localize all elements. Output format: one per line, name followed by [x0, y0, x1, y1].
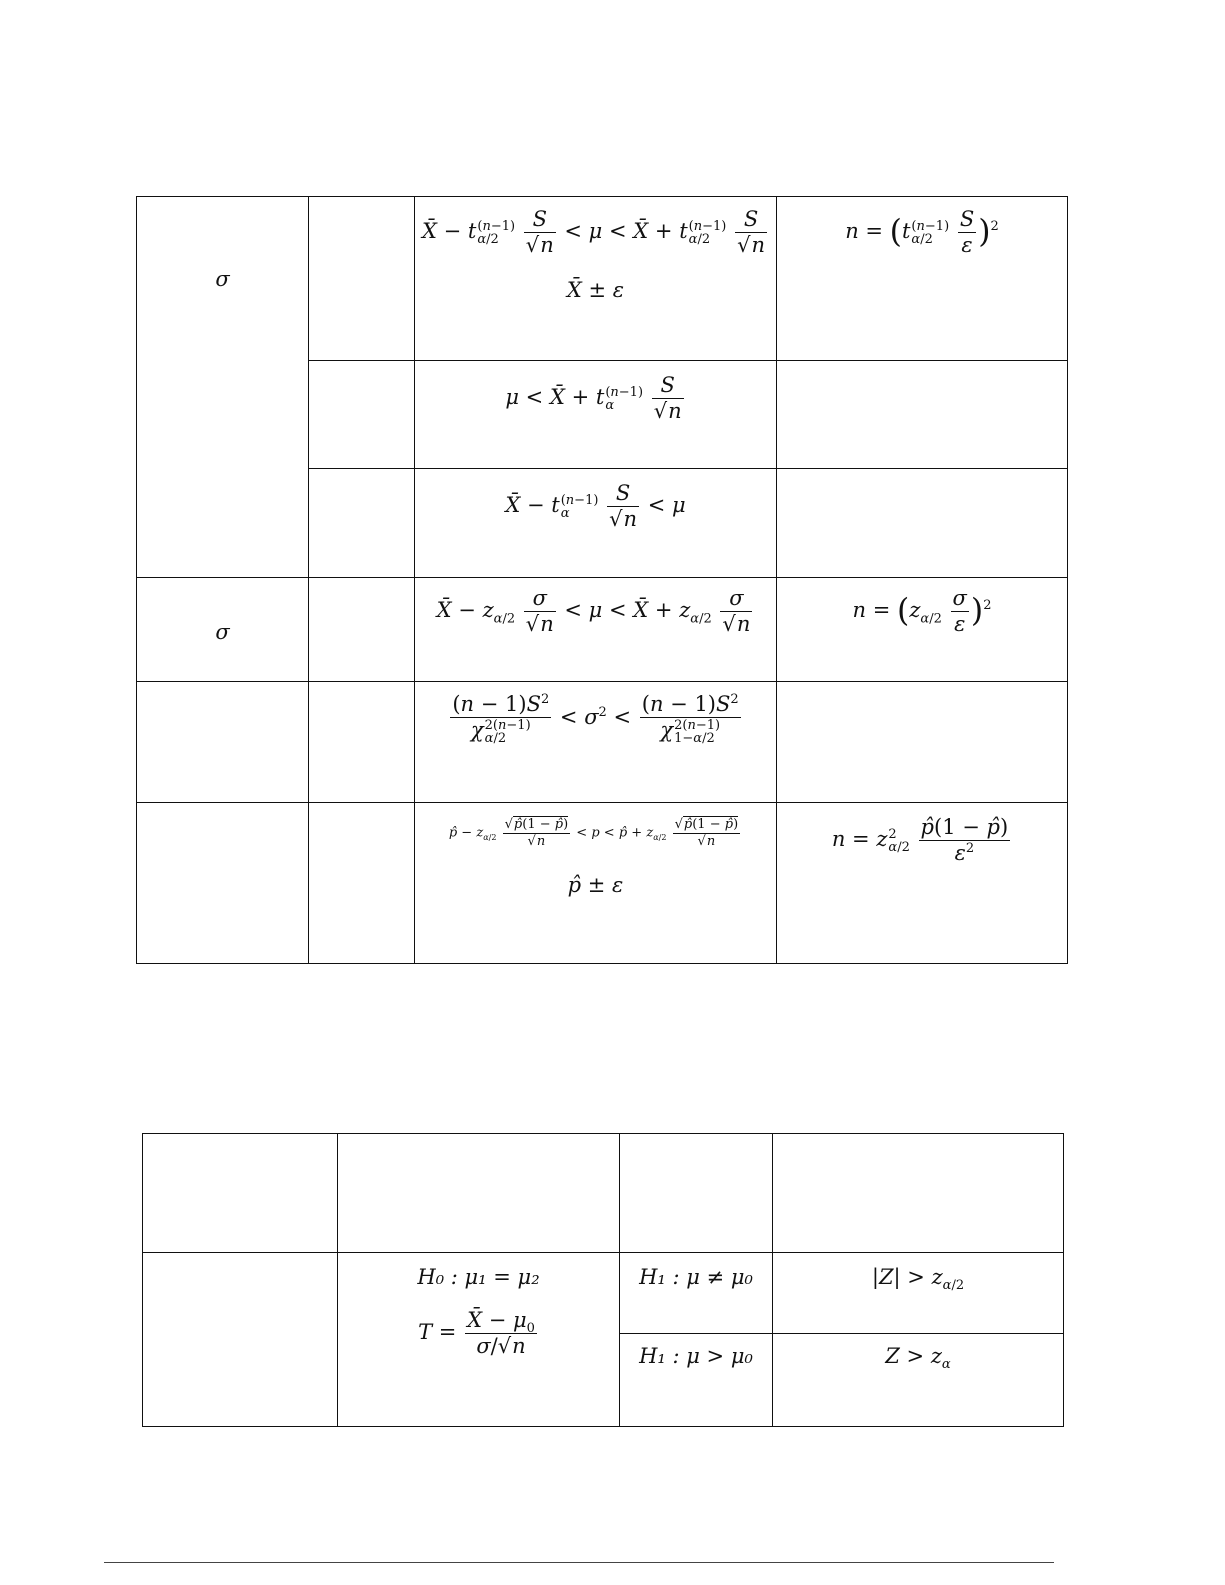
empty-cell [777, 682, 1068, 803]
z-interval-formula: X̄ − $z_{\alpha/2}$ $\frac{\sigma}{√n}$ < μ < X̄ + $z_{\alpha/2}$ $\frac{\sigma}{√n}$ [436, 586, 751, 637]
hypothesis-statistic-cell [338, 1253, 620, 1427]
empty-cell [309, 578, 415, 682]
sigma-unknown-cell [137, 197, 309, 578]
sigma-known-cell [137, 578, 309, 682]
null-hypothesis: H₀ : μ₁ = μ₂ [417, 1265, 540, 1289]
proportion-sample-size-cell [777, 803, 1068, 964]
z-sample-size-formula: $n = (z_{\alpha/2}$ $\frac{\sigma}{\varepsilon}$ )$^2$ [852, 586, 992, 637]
sigma-known-label: σ [215, 620, 230, 644]
empty-cell [143, 1253, 338, 1427]
empty-cell [137, 682, 309, 803]
t-interval-upper [415, 361, 777, 469]
empty-cell [773, 1134, 1064, 1253]
t-lower-formula: X̄ − t (n−1) α $\frac{S}{√n}$ < μ [505, 481, 686, 532]
alt-greater-cell [620, 1334, 773, 1427]
test-statistic-formula: T = $\frac{X̄ - \mu_0}{\sigma/√n}$ [418, 1308, 535, 1359]
proportion-plus-minus-error: p̂ ± ε [567, 873, 624, 898]
sigma-unknown-label: σ [215, 267, 230, 291]
t-interval-two-sided [415, 197, 777, 361]
alt-hypothesis-greater: H₁ : μ > μ₀ [639, 1344, 753, 1368]
empty-cell [137, 803, 309, 964]
proportion-interval-formula: p̂ − $z_{\alpha/2}$ $\frac{√p̂(1 - p̂)}{√n}$ < p < p̂ + $z_{\alpha/2}$ $\frac{√p̂(1 - p̂)}{√n}$ [448, 817, 739, 849]
t-sample-size-cell [777, 197, 1068, 361]
empty-cell [338, 1134, 620, 1253]
table-row [137, 197, 1068, 361]
empty-cell [143, 1134, 338, 1253]
t-interval-lower [415, 469, 777, 578]
table-header-row [143, 1134, 1064, 1253]
table-row [137, 682, 1068, 803]
empty-cell [309, 361, 415, 469]
reject-greater-cell [773, 1334, 1064, 1427]
alt-hypothesis-two-sided: H₁ : μ ≠ μ₀ [639, 1265, 753, 1289]
reject-two-sided-cell [773, 1253, 1064, 1334]
empty-cell [309, 469, 415, 578]
empty-cell [309, 197, 415, 361]
variance-interval-formula: $(n - 1)S^2$ χ 2(n−1) α/2 < $\sigma^2$ < $(n - 1)S^2$ χ 2(n−1) 1−α/2 [452, 692, 739, 746]
empty-cell [620, 1134, 773, 1253]
t-upper-formula: μ < X̄ + t (n−1) α $\frac{S}{√n}$ [505, 373, 682, 424]
proportion-sample-size-formula: n = z 2 α/2 $\frac{p̂(1 - p̂)}{\varepsilon^2}$ [831, 815, 1009, 866]
confidence-interval-table [136, 196, 1068, 964]
variance-interval-cell [415, 682, 777, 803]
hypothesis-test-table [142, 1133, 1064, 1427]
proportion-interval-cell [415, 803, 777, 964]
z-sample-size-cell [777, 578, 1068, 682]
empty-cell [309, 803, 415, 964]
footer-rule [104, 1562, 1054, 1563]
table-row [137, 803, 1068, 964]
table-row [143, 1253, 1064, 1334]
empty-cell [777, 469, 1068, 578]
empty-cell [777, 361, 1068, 469]
t-sample-size-formula: n = (t (n−1) α/2 $\frac{S}{\varepsilon}$ )$^2$ [845, 207, 999, 258]
rejection-rule-two-sided: $|Z| > z_{\alpha/2}$ [871, 1265, 965, 1294]
t-interval-formula: X̄ − t (n−1) α/2 $\frac{S}{√n}$ < μ < X̄ + t (n−1) α/2 $\frac{S}{√n}$ [422, 207, 765, 258]
mean-plus-minus-error: X̄ ± ε [566, 278, 625, 303]
rejection-rule-greater: $Z > z_\alpha$ [885, 1344, 951, 1373]
empty-cell [309, 682, 415, 803]
z-interval-cell [415, 578, 777, 682]
table-row [137, 578, 1068, 682]
alt-two-sided-cell [620, 1253, 773, 1334]
